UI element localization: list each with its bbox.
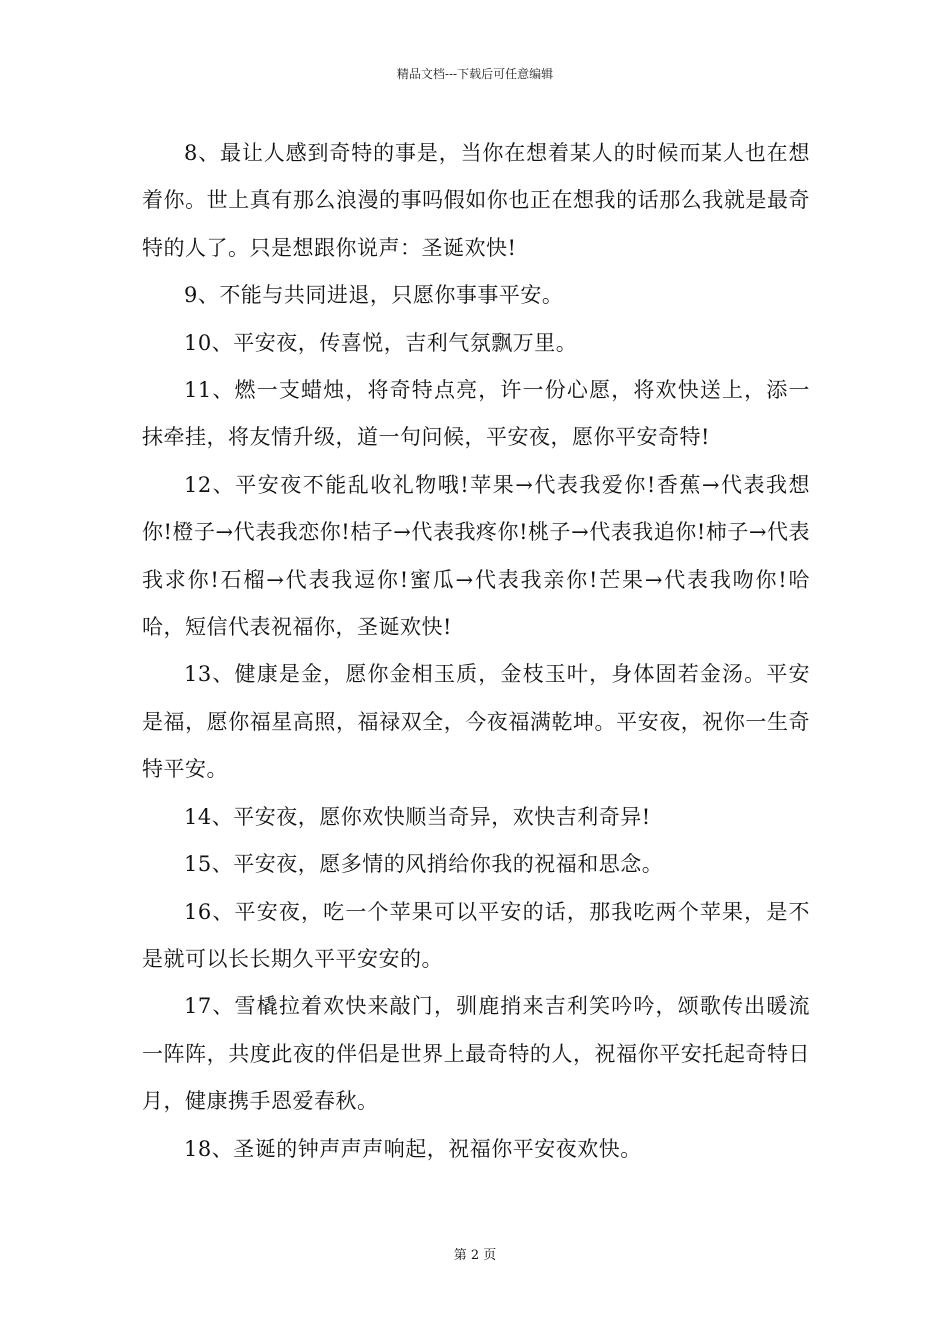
paragraph-17: 17、雪橇拉着欢快来敲门，驯鹿捎来吉利笑吟吟，颂歌传出暖流一阵阵，共度此夜的伴侣是世界上最奇特的人，祝福你平安托起奇特日月，健康携手恩爱春秋。 — [142, 994, 810, 1114]
paragraph-9: 9、不能与共同进退，只愿你事事平安。 — [184, 283, 564, 308]
paragraph-8: 8、最让人感到奇特的事是，当你在想着某人的时候而某人也在想着你。世上真有那么浪漫的事吗假如你也正在想我的话那么我就是最奇特的人了。只是想跟你说声：圣诞欢快! — [142, 141, 810, 260]
paragraph-11: 11、燃一支蜡烛，将奇特点亮，许一份心愿，将欢快送上，添一抹牵挂，将友情升级，道一句问候，平安夜，愿你平安奇特! — [142, 378, 810, 450]
paragraph-16: 16、平安夜，吃一个苹果可以平安的话，那我吃两个苹果，是不是就可以长长期久平平安安的。 — [142, 899, 810, 971]
paragraph-10: 10、平安夜，传喜悦，吉利气氛飘万里。 — [184, 330, 578, 355]
document-body — [142, 130, 810, 1173]
paragraph-14: 14、平安夜，愿你欢快顺当奇异，欢快吉利奇异! — [184, 804, 651, 829]
paragraph-15: 15、平安夜，愿多情的风捎给你我的祝福和思念。 — [184, 852, 664, 877]
paragraph-13: 13、健康是金，愿你金相玉质，金枝玉叶，身体固若金汤。平安是福，愿你福星高照，福禄双全，今夜福满乾坤。平安夜，祝你一生奇特平安。 — [142, 662, 810, 782]
paragraph-12: 12、平安夜不能乱收礼物哦!苹果→代表我爱你!香蕉→代表我想你!橙子→代表我恋你!桔子→代表我疼你!桃子→代表我追你!柿子→代表我求你!石榴→代表我逗你!蜜瓜→代表我亲你!芒果→代表我吻你!哈哈，短信代表祝福你，圣诞欢快! — [142, 472, 810, 640]
paragraph-18: 18、圣诞的钟声声声响起，祝福你平安夜欢快。 — [184, 1136, 642, 1161]
page-header: 精品文档---下载后可任意编辑 — [396, 67, 554, 81]
page-number: 第 2 页 — [453, 1248, 497, 1263]
